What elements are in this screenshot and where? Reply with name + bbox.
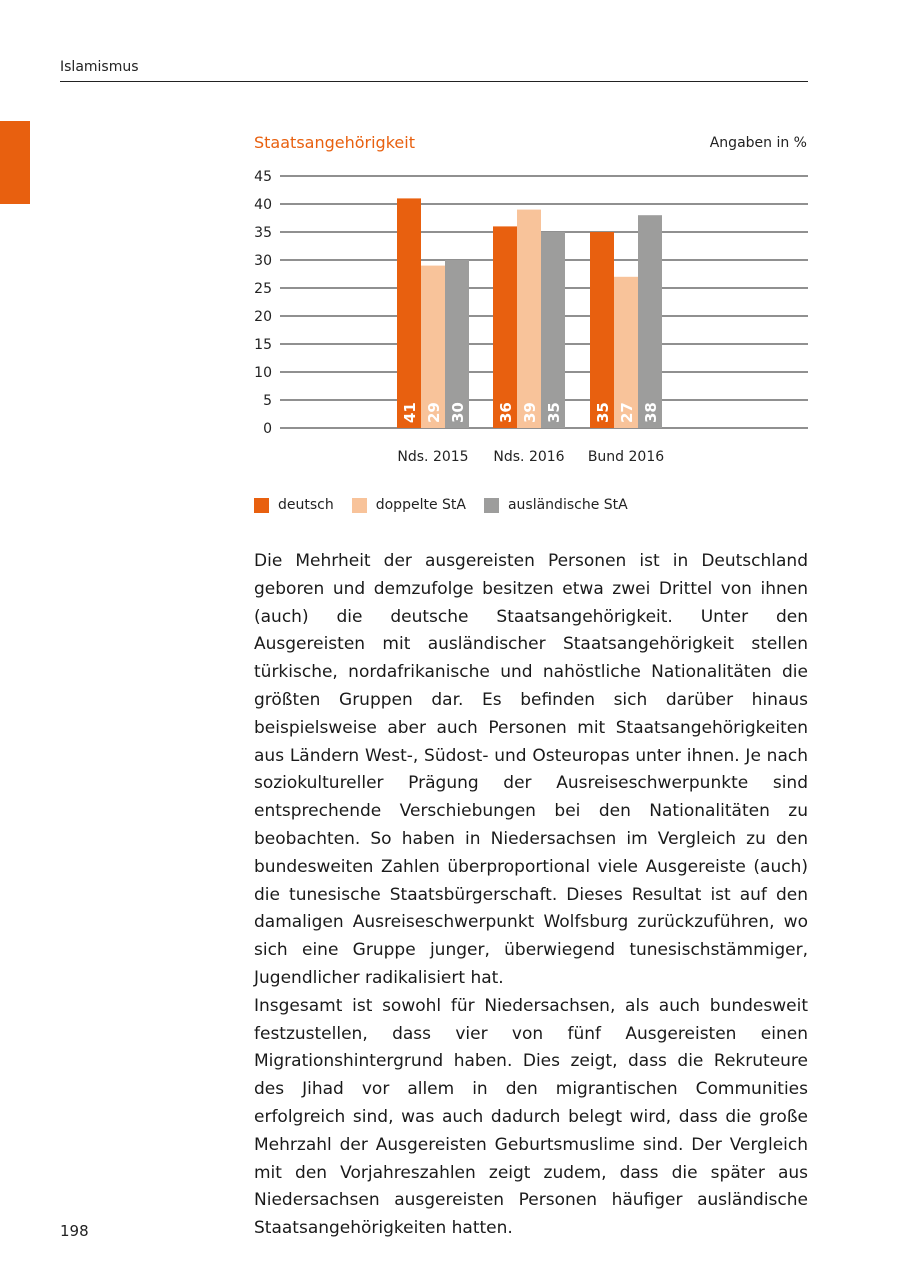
legend-item-deutsch <box>254 497 334 513</box>
body-text <box>254 548 808 1243</box>
running-head: Islamismus <box>60 59 139 75</box>
y-tick-label-40: 40 <box>254 197 272 213</box>
legend-swatch-deutsch <box>254 498 269 513</box>
bar-value-label: 30 <box>449 402 467 423</box>
paragraph-2: Insgesamt ist sowohl für Niedersachsen, als auch bundesweit festzustellen, dass vier von fünf Ausgereisten einen Migrationshintergrund haben. Dies zeigt, dass die Rekruteure des Jihad vor allem in den migrantischen Communities erfolgreich sind, was auch dadurch belegt wird, dass die große Mehrzahl der Ausgereisten Geburtsmuslime sind. Der Vergleich mit den Vorjahreszahlen zeigt zudem, dass die später aus Niedersachsen ausgereisten Personen häufiger ausländische Staatsangehörigkeiten hatten. <box>254 995 808 1239</box>
x-category-label: Nds. 2016 <box>493 449 565 465</box>
y-tick-label-0: 0 <box>263 421 272 437</box>
bar-value-label: 35 <box>594 402 612 423</box>
chart-title: Staatsangehörigkeit <box>254 133 415 152</box>
y-tick-label-25: 25 <box>254 281 272 297</box>
y-tick-label-45: 45 <box>254 169 272 185</box>
y-tick-label-10: 10 <box>254 365 272 381</box>
y-tick-label-5: 5 <box>263 393 272 409</box>
chart-unit-label: Angaben in % <box>709 135 807 151</box>
bar-chart <box>0 0 900 480</box>
x-category-label: Bund 2016 <box>587 449 665 465</box>
y-tick-label-15: 15 <box>254 337 272 353</box>
legend-label-deutsch: deutsch <box>278 497 334 513</box>
bar-value-label: 27 <box>618 402 636 423</box>
bar-nds-2016-deutsch <box>493 226 517 428</box>
y-tick-label-20: 20 <box>254 309 272 325</box>
bar-value-label: 38 <box>642 402 660 423</box>
y-tick-label-30: 30 <box>254 253 272 269</box>
bar-nds-2015-deutsch <box>397 198 421 428</box>
x-category-label: Nds. 2015 <box>397 449 469 465</box>
page-number: 198 <box>60 1222 89 1240</box>
paragraph-1: Die Mehrheit der ausgereisten Personen ist in Deutschland geboren und demzufolge besitzen etwa zwei Drittel von ihnen (auch) die deutsche Staatsangehörigkeit. Unter den Ausgereisten mit ausländischer Staatsangehörigkeit stellen türkische, nordafrikanische und nahöstliche Nationalitäten die größten Gruppen dar. Es befinden sich darüber hinaus beispielsweise aber auch Personen mit Staatsangehörigkeiten aus Ländern West-, Südost- und Osteuropas unter ihnen. Je nach soziokultureller Prägung der Ausreiseschwerpunkte sind entsprechende Verschiebungen bei den Nationalitäten zu beobachten. So haben in Niedersachsen im Vergleich zu den bundesweiten Zahlen überproportional viele Ausgereiste (auch) die tunesische Staatsbürgerschaft. Dieses Resultat ist auf den damaligen Ausreiseschwerpunkt Wolfsburg zurückzuführen, wo sich eine Gruppe junger, überwiegend tunesischstämmiger, Jugendlicher radikalisiert hat. <box>254 551 808 988</box>
bar-value-label: 41 <box>401 402 419 423</box>
bar-nds-2016-doppelte-sta <box>517 210 541 428</box>
bar-bund-2016-ausl-ndische-sta <box>638 215 662 428</box>
bar-value-label: 29 <box>425 402 443 423</box>
legend-label-auslaendische-sta: ausländische StA <box>507 497 628 513</box>
legend-label-doppelte-sta: doppelte StA <box>375 497 466 513</box>
bar-nds-2016-ausl-ndische-sta <box>541 232 565 428</box>
bar-value-label: 39 <box>521 402 539 423</box>
y-tick-label-35: 35 <box>254 225 272 241</box>
legend-item-doppelte-sta <box>352 497 466 513</box>
legend-swatch-doppelte-sta <box>352 498 367 513</box>
chart-legend <box>254 497 646 513</box>
legend-item-auslaendische-sta <box>484 497 628 513</box>
legend-swatch-auslaendische-sta <box>484 498 499 513</box>
bar-bund-2016-deutsch <box>590 232 614 428</box>
bar-value-label: 36 <box>497 402 515 423</box>
bar-value-label: 35 <box>545 402 563 423</box>
